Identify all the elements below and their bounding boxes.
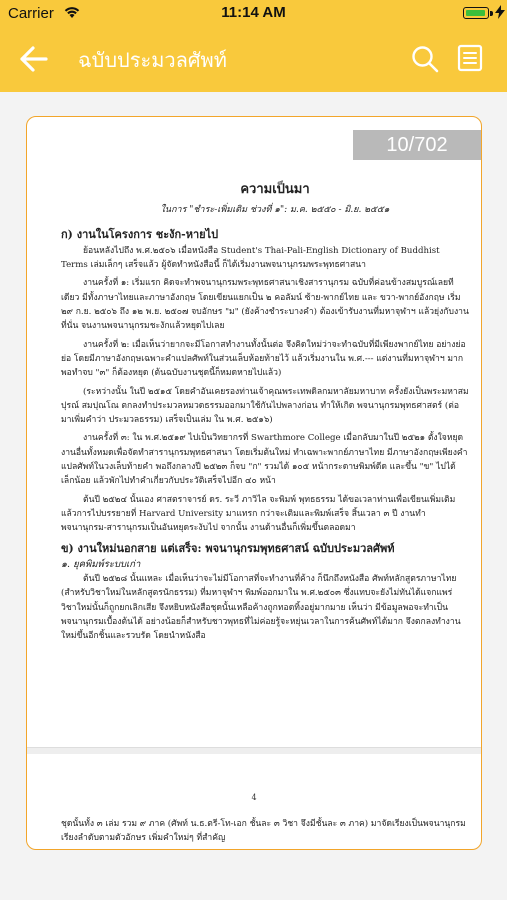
navigation-bar [0,26,507,92]
document-page [61,177,469,648]
next-page-text: ชุดนั้นทั้ง ๓ เล่ม รวม ๙ ภาค (ศัพท์ น.ธ.ตรี-โท-เอก ชั้นละ ๓ วิชา จึงมีชั้นละ ๓ ภาค) มาจัดเรียงเป็นพจนานุกรมเรียงลำดับตามตัวอักษร เพิ่มคำใหม่ๆ ที่สำคัญ [61,819,466,843]
paragraph: งานครั้งที่ ๒: เมื่อเห็นว่ายากจะมีโอกาสทำงานทั้งนั้นต่อ จึงคิดใหม่ว่าจะทำฉบับที่มีเพียงพากย์ไทย อย่างย่อย่อ โดยมีภาษาอังกฤษเฉพาะคำแปลศัพท์ในส่วนเล็บห้อยท้ายไว้ แล้วเริ่มงานใน พ.ศ.--- แต่งานที่มหาจุฬาฯ มาก พอทำจบ "๓" ก็ต้องหยุด (ต้นฉบับงานชุดนี้ก็หมดหายไปแล้ว) [61,339,466,379]
page-title: ฉบับประมวลศัพท์ [78,48,227,72]
charging-icon [493,4,507,20]
document-viewer[interactable] [26,116,482,850]
page-divider [27,747,481,754]
subsection-heading: ๑. ยุคพิมพ์ระบบเก่า [61,558,141,570]
paragraph: ย้อนหลังไปถึง พ.ศ.๒๕๐๖ เมื่อหนังสือ Student's Thai-Pali-English Dictionary of Buddhist Terms เล่มเล็กๆ เสร็จแล้ว ผู้จัดทำหนังสือนี้ ก็ได้เริ่มงานพจนานุกรมพระพุทธศาสนา [61,245,440,271]
page-indicator: 10/702 [353,130,481,160]
paragraph: (ระหว่างนั้น ในปี ๒๕๑๕ โดยคำอันเคยรองท่านเจ้าคุณพระเทพดิลกมหาลัยมหาบาท ครั้งยังเป็นพระมหาสมปุรณ์ สมปุณโณ ตกลงทำประมวลหมวดธรรมออกมาใช้กันไปพลางก่อน ทำให้เกิด พจนานุกรมพุทธศาสตร์ (ต่อมาเพิ่มคำว่า ประมวลธรรม) เสร็จเป็นเล่ม ใน พ.ศ. ๒๕๑๖) [61,386,469,426]
paragraph: งานครั้งที่ ๓: ใน พ.ศ.๒๕๑๙ ไปเป็นวิทยากรที่ Swarthmore College เมื่อกลับมาในปี ๒๕๒๑ ตั้งใจหยุดงานอื่นทั้งหมดเพื่อจัดทำสารานุกรมพุทธศาสนา โดยเริ่มต้นใหม่ ทำเฉพาะพากย์ภาษาไทย มีภาษาอังกฤษเพียงคำแปลศัพท์ในวงเล็บท้ายคำ พอถึงกลางปี ๒๕๒๓ ก็จบ "ก" รวมได้ ๑๐๕ หน้ากระดาษพิมพ์ดีด และขึ้น "ข" ไปได้เล็กน้อย แล้วพักไปทำคำเกี่ยวกับประวัติเสร็จไปอีก ๔๐ หน้า [61,433,468,487]
document-subheading: ในการ "ชำระ-เพิ่มเติม ช่วงที่ ๑": ม.ค. ๒๕๕๐ - มิ.ย. ๒๕๕๑ [160,205,390,216]
table-of-contents-icon[interactable] [457,44,483,72]
page-number: 4 [251,793,257,802]
battery-icon [463,7,489,19]
paragraph: ต้นปี ๒๕๒๘ นั้นแหละ เมื่อเห็นว่าจะไม่มีโอกาสที่จะทำงานที่ค้าง ก็นึกถึงหนังสือ ศัพท์หลักสูตรภาษาไทย (สำหรับวิชาใหม่ในหลักสูตรนักธรรม) ที่มหาจุฬาฯ พิมพ์ออกมาใน พ.ศ.๒๕๐๓ ซึ่งแทบจะยังไม่ทันได้แจกแพร่ วิชาใหม่นั้นก็ถูกยกเลิกเสีย จึงหยิบหนังสือชุดนั้นเหลือค้างถูกทอดทิ้งอยู่มากมาย เห็นว่า มีข้อมูลพอจะทำเป็นพจนานุกรมเบื้องต้นได้ อย่างน้อยก็สำหรับชาวพุทธที่ไม่ค่อยรู้จะหยุ่นเวลาในการค้นศัพท์ได้มาก จึงตกลงทำงานใหม่ขึ้นอีกชิ้นและรวบรัด โดยนำหนังสือ [61,574,461,642]
carrier-label: Carrier [8,5,54,22]
document-heading: ความเป็นมา [240,182,310,197]
status-bar [0,0,507,26]
paragraph: งานครั้งที่ ๑: เริ่มแรก คิดจะทำพจนานุกรมพระพุทธศาสนาเชิงสารานุกรม ฉบับที่ค่อนข้างสมบูรณ์เลยทีเดียว มีทั้งภาษาไทยและภาษาอังกฤษ โดยเขียนแยกเป็น ๒ คอลัมน์ ซ้าย-พากย์ไทย และ ขวา-พากย์อังกฤษ เริ่ม ๒๙ ก.ย. ๒๕๐๖ ถึง ๑๒ พ.ย. ๒๕๐๗ จบอักษร "ม" (ยังค้างชำระบางคำ) ต้องเข้ารับงานที่มหาจุฬาฯ แล้วยุ่งกับงานที่นั่น จนงานพจนานุกรมชะงักแล้วหยุดไปเลย [61,278,469,332]
section-b-heading: ข) งานใหม่นอกสาย แต่เสร็จ: พจนานุกรมพุทธศาสน์ ฉบับประมวลศัพท์ [61,541,395,555]
section-a-heading: ก) งานในโครงการ ชะงัก-หายไป [61,227,219,241]
status-time: 11:14 AM [221,4,286,21]
search-icon[interactable] [410,44,440,74]
paragraph: ต้นปี ๒๕๒๔ นั้นเอง ศาสตราจารย์ ดร. ระวี ภาวิไล จะพิมพ์ พุทธธรรม ได้ขอเวลาท่านเพื่อเขียนเพิ่มเติม แล้วการไปบรรยายที่ Harvard University มาแทรก กว่าจะเติมและพิมพ์เสร็จ สิ้นเวลา ๓ ปี งานทำพจนานุกรม-สารานุกรมเป็นอันหยุดระงับไป จากนั้น งานด้านอื่นก็เพิ่มขึ้นตลอดมา [61,494,456,534]
back-arrow-icon[interactable] [16,41,52,77]
